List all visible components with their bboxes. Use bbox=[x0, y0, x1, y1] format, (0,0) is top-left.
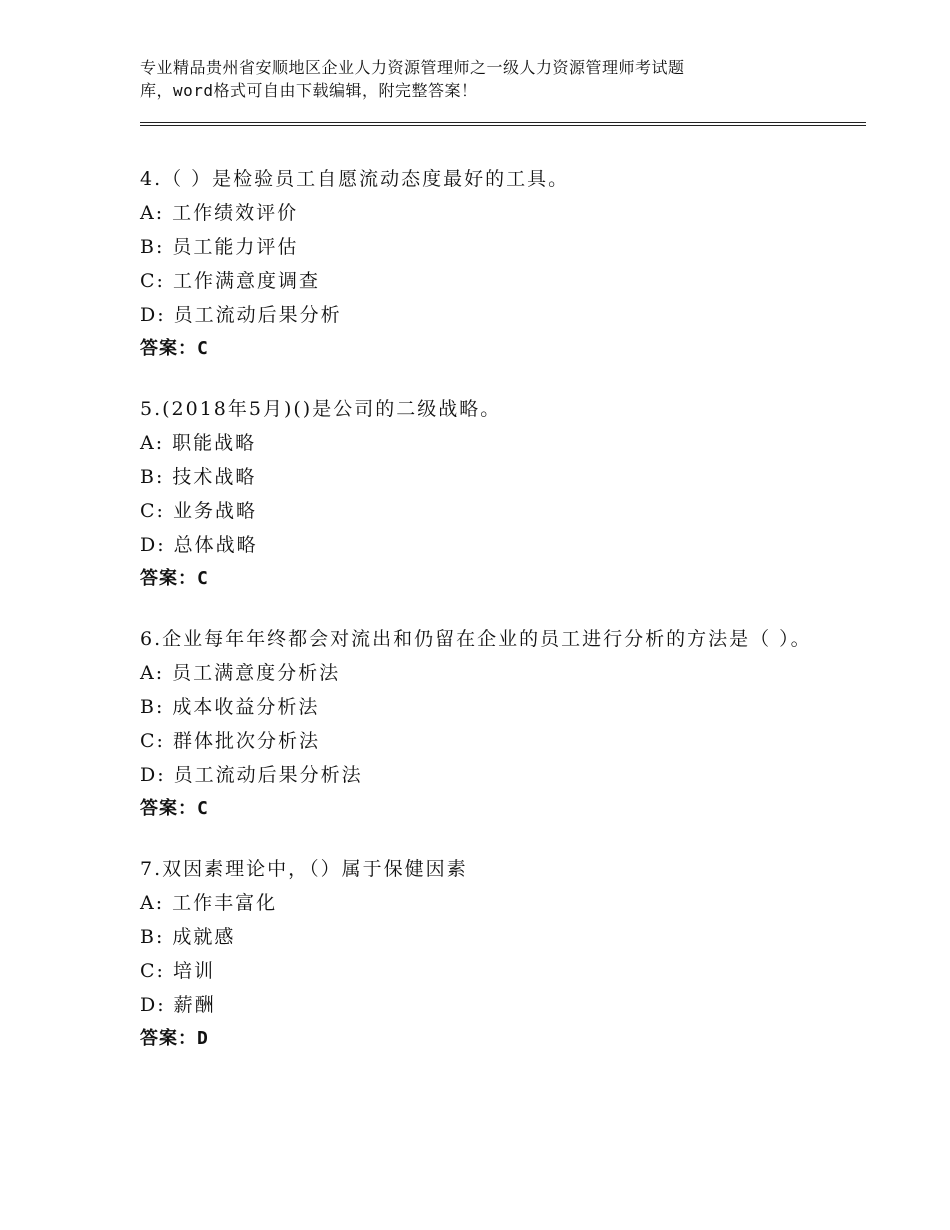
option-d: D: 总体战略 bbox=[140, 534, 258, 556]
question-title: 5.(2018年5月)()是公司的二级战略。 bbox=[140, 398, 502, 420]
header-divider-bottom bbox=[140, 125, 866, 126]
question-7 bbox=[140, 852, 820, 1056]
option-c: C: 群体批次分析法 bbox=[140, 730, 320, 752]
question-title: 4.（ ）是检验员工自愿流动态度最好的工具。 bbox=[140, 168, 570, 190]
option-d: D: 薪酬 bbox=[140, 994, 216, 1016]
header-line-1: 专业精品贵州省安顺地区企业人力资源管理师之一级人力资源管理师考试题 bbox=[140, 58, 685, 77]
answer: 答案：C bbox=[140, 568, 209, 589]
header-line-2: 库，word格式可自由下载编辑，附完整答案！ bbox=[140, 81, 478, 100]
option-a: A: 工作绩效评价 bbox=[140, 202, 299, 224]
option-b: B: 员工能力评估 bbox=[140, 236, 299, 258]
question-list bbox=[140, 162, 820, 1082]
option-a: A: 职能战略 bbox=[140, 432, 257, 454]
question-6 bbox=[140, 622, 820, 826]
option-c: C: 业务战略 bbox=[140, 500, 257, 522]
question-title: 7.双因素理论中，（）属于保健因素 bbox=[140, 858, 468, 880]
option-b: B: 成本收益分析法 bbox=[140, 696, 320, 718]
option-d: D: 员工流动后果分析法 bbox=[140, 764, 363, 786]
answer: 答案：D bbox=[140, 1028, 209, 1049]
option-b: B: 技术战略 bbox=[140, 466, 257, 488]
question-4 bbox=[140, 162, 820, 366]
question-title: 6.企业每年年终都会对流出和仍留在企业的员工进行分析的方法是（ ）。 bbox=[140, 628, 812, 650]
option-a: A: 工作丰富化 bbox=[140, 892, 278, 914]
answer: 答案：C bbox=[140, 338, 209, 359]
header-divider-top bbox=[140, 122, 866, 123]
option-a: A: 员工满意度分析法 bbox=[140, 662, 341, 684]
option-c: C: 培训 bbox=[140, 960, 215, 982]
option-b: B: 成就感 bbox=[140, 926, 236, 948]
question-5 bbox=[140, 392, 820, 596]
answer: 答案：C bbox=[140, 798, 209, 819]
option-d: D: 员工流动后果分析 bbox=[140, 304, 342, 326]
document-header bbox=[140, 56, 780, 102]
option-c: C: 工作满意度调查 bbox=[140, 270, 320, 292]
